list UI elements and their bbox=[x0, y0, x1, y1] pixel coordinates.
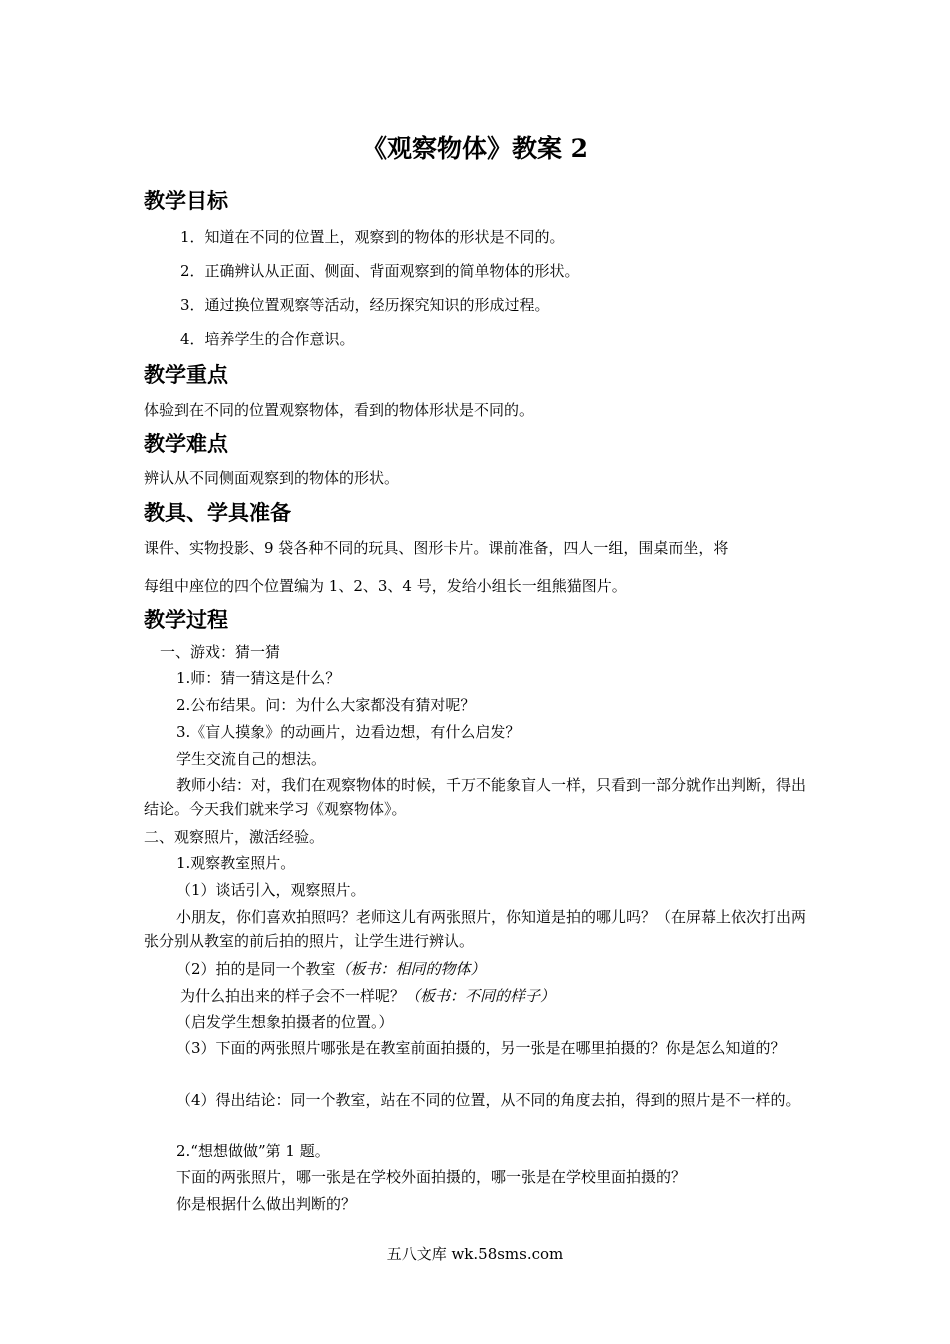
page-footer: 五八文库 wk.58sms.com bbox=[386, 1245, 564, 1263]
process-paragraph: 小朋友，你们喜欢拍照吗？老师这儿有两张照片，你知道是拍的哪儿吗？（在屏幕上依次打出两张分别从教室的前后拍的照片，让学生进行辨认。 bbox=[144, 908, 807, 950]
process-text: 为什么拍出来的样子会不一样呢？ bbox=[180, 987, 406, 1005]
heading-materials: 教具、学具准备 bbox=[144, 501, 291, 525]
heading-difficulties: 教学难点 bbox=[144, 432, 228, 456]
process-paragraph: 你是根据什么做出判断的？ bbox=[176, 1195, 357, 1213]
process-paragraph: （4）得出结论：同一个教室，站在不同的位置，从不同的角度去拍，得到的照片是不一样的。 bbox=[176, 1091, 801, 1109]
process-paragraph: （1）谈话引入，观察照片。 bbox=[176, 881, 366, 899]
materials-line-2: 每组中座位的四个位置编为 1、2、3、4 号，发给小组长一组熊猫图片。 bbox=[144, 577, 627, 595]
process-paragraph: 下面的两张照片，哪一张是在学校外面拍摄的，哪一张是在学校里面拍摄的？ bbox=[176, 1168, 687, 1186]
process-paragraph: 2.公布结果。问：为什么大家都没有猜对呢？ bbox=[176, 696, 476, 714]
process-paragraph: 2.“想想做做”第 1 题。 bbox=[176, 1142, 330, 1160]
process-paragraph bbox=[180, 985, 555, 1007]
difficulties-text: 辨认从不同侧面观察到的物体的形状。 bbox=[144, 469, 400, 487]
goal-item: 3．通过换位置观察等活动，经历探究知识的形成过程。 bbox=[180, 296, 550, 314]
heading-goals: 教学目标 bbox=[144, 189, 228, 213]
process-paragraph: 1.师：猜一猜这是什么？ bbox=[176, 669, 341, 687]
heading-key-points: 教学重点 bbox=[144, 363, 228, 387]
process-paragraph: 一、游戏：猜一猜 bbox=[160, 643, 281, 661]
process-paragraph: 二、观察照片，激活经验。 bbox=[144, 828, 325, 846]
key-points-text: 体验到在不同的位置观察物体，看到的物体形状是不同的。 bbox=[144, 401, 535, 419]
process-paragraph: （启发学生想象拍摄者的位置。） bbox=[176, 1013, 394, 1031]
process-paragraph: （3）下面的两张照片哪张是在教室前面拍摄的，另一张是在哪里拍摄的？你是怎么知道的？ bbox=[176, 1039, 786, 1057]
process-paragraph: 学生交流自己的想法。 bbox=[176, 750, 327, 768]
materials-line-1: 课件、实物投影、9 袋各种不同的玩具、图形卡片。课前准备，四人一组，围桌而坐，将 bbox=[144, 539, 729, 557]
goal-item: 2．正确辨认从正面、侧面、背面观察到的简单物体的形状。 bbox=[180, 262, 580, 280]
page-title: 《观察物体》教案 2 bbox=[361, 134, 589, 163]
process-paragraph: 教师小结：对，我们在观察物体的时候，千万不能象盲人一样，只看到一部分就作出判断，得出结论。今天我们就来学习《观察物体》。 bbox=[144, 776, 807, 818]
process-paragraph bbox=[176, 958, 486, 980]
heading-process: 教学过程 bbox=[144, 608, 228, 632]
process-text: （2）拍的是同一个教室 bbox=[176, 960, 336, 978]
process-paragraph: 3.《盲人摸象》的动画片，边看边想，有什么启发？ bbox=[176, 723, 521, 741]
goal-item: 4．培养学生的合作意识。 bbox=[180, 330, 355, 348]
board-note: （板书：不同的样子） bbox=[405, 987, 556, 1005]
goal-item: 1．知道在不同的位置上，观察到的物体的形状是不同的。 bbox=[180, 228, 565, 246]
process-paragraph: 1.观察教室照片。 bbox=[176, 854, 296, 872]
board-note: （板书：相同的物体） bbox=[335, 960, 486, 978]
